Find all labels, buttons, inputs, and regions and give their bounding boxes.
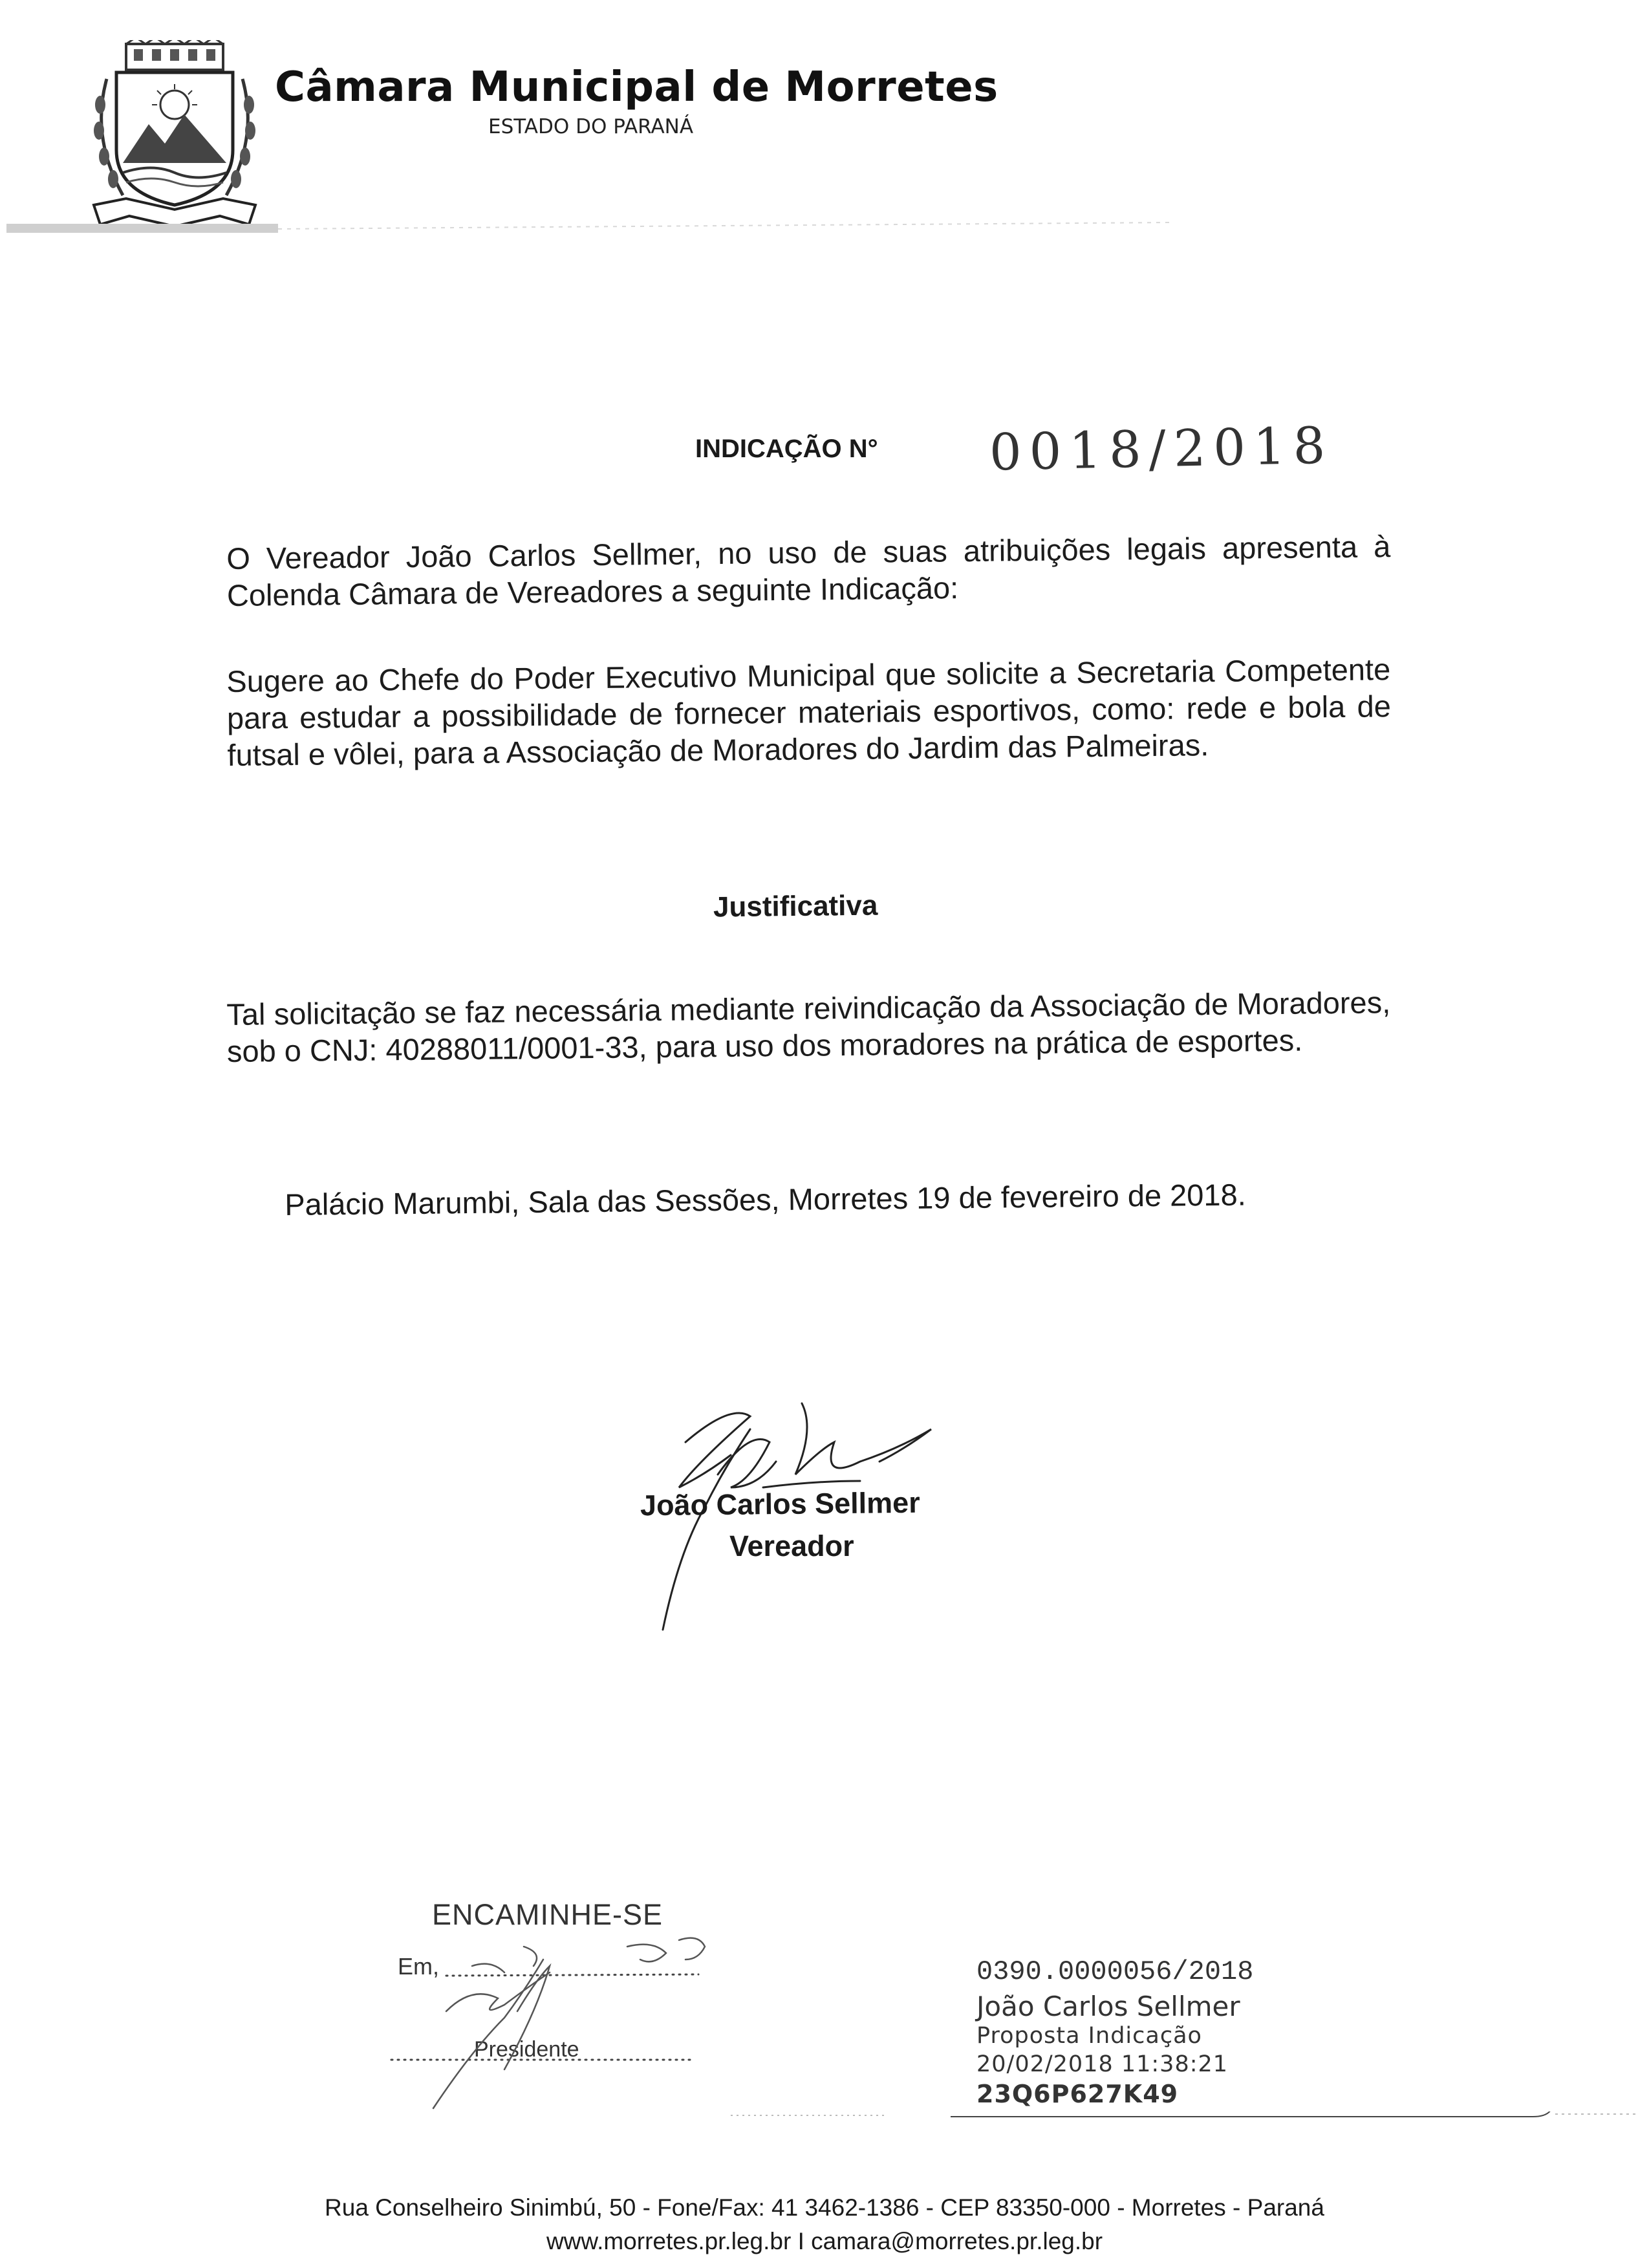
protocol-number: 0390.0000056/2018: [976, 1956, 1254, 1987]
header-divider: [6, 220, 1170, 237]
justification-paragraph: Tal solicitação se faz necessária mediante reivindicação da Associação de Moradores, sob o CNJ: 40288011/0001-33, para uso dos moradores na prática de esportes.: [226, 985, 1391, 1068]
protocol-type: Proposta Indicação: [976, 2023, 1202, 2049]
organization-title: Câmara Municipal de Morretes: [275, 63, 998, 111]
justification-heading: Justificativa: [713, 889, 878, 923]
president-signature: [394, 1921, 757, 2115]
footer-web-contacts: www.morretes.pr.leg.br I camara@morretes.pr.leg.br: [546, 2228, 1103, 2254]
place-date-line: Palácio Marumbi, Sala das Sessões, Morretes 19 de fevereiro de 2018.: [285, 1177, 1246, 1222]
municipal-coat-of-arms: [87, 40, 262, 228]
indicacao-label: INDICAÇÃO N°: [695, 435, 878, 463]
signatory-role: Vereador: [729, 1529, 854, 1562]
signatory-name: João Carlos Sellmer: [640, 1485, 920, 1522]
protocol-code: 23Q6P627K49: [976, 2080, 1179, 2108]
request-paragraph: Sugere ao Chefe do Poder Executivo Municipal que solicite a Secretaria Competente para estudar a possibilidade de fornecer materiais esportivos, como: rede e bola de futsal e vôlei, para a Associação de Moradores do Jardim das Palmeiras.: [226, 652, 1392, 772]
state-subtitle: ESTADO DO PARANÁ: [488, 115, 694, 138]
forward-stamp-title: ENCAMINHE-SE: [432, 1898, 663, 1931]
indicacao-number: 0018/2018: [989, 416, 1334, 482]
protocol-datetime: 20/02/2018 11:38:21: [976, 2051, 1229, 2077]
forward-stamp-role: Presidente: [474, 2037, 579, 2062]
forward-stamp-date-label: Em,: [398, 1953, 440, 1980]
intro-paragraph: O Vereador João Carlos Sellmer, no uso de suas atribuições legais apresenta à Colenda Câmara de Vereadores a seguinte Indicação:: [226, 529, 1391, 612]
footer-address: Rua Conselheiro Sinimbú, 50 - Fone/Fax: 41 3462-1386 - CEP 83350-000 - Morretes - Paraná: [325, 2194, 1324, 2221]
protocol-author: João Carlos Sellmer: [976, 1991, 1240, 2022]
footer-divider: [731, 2111, 1636, 2124]
